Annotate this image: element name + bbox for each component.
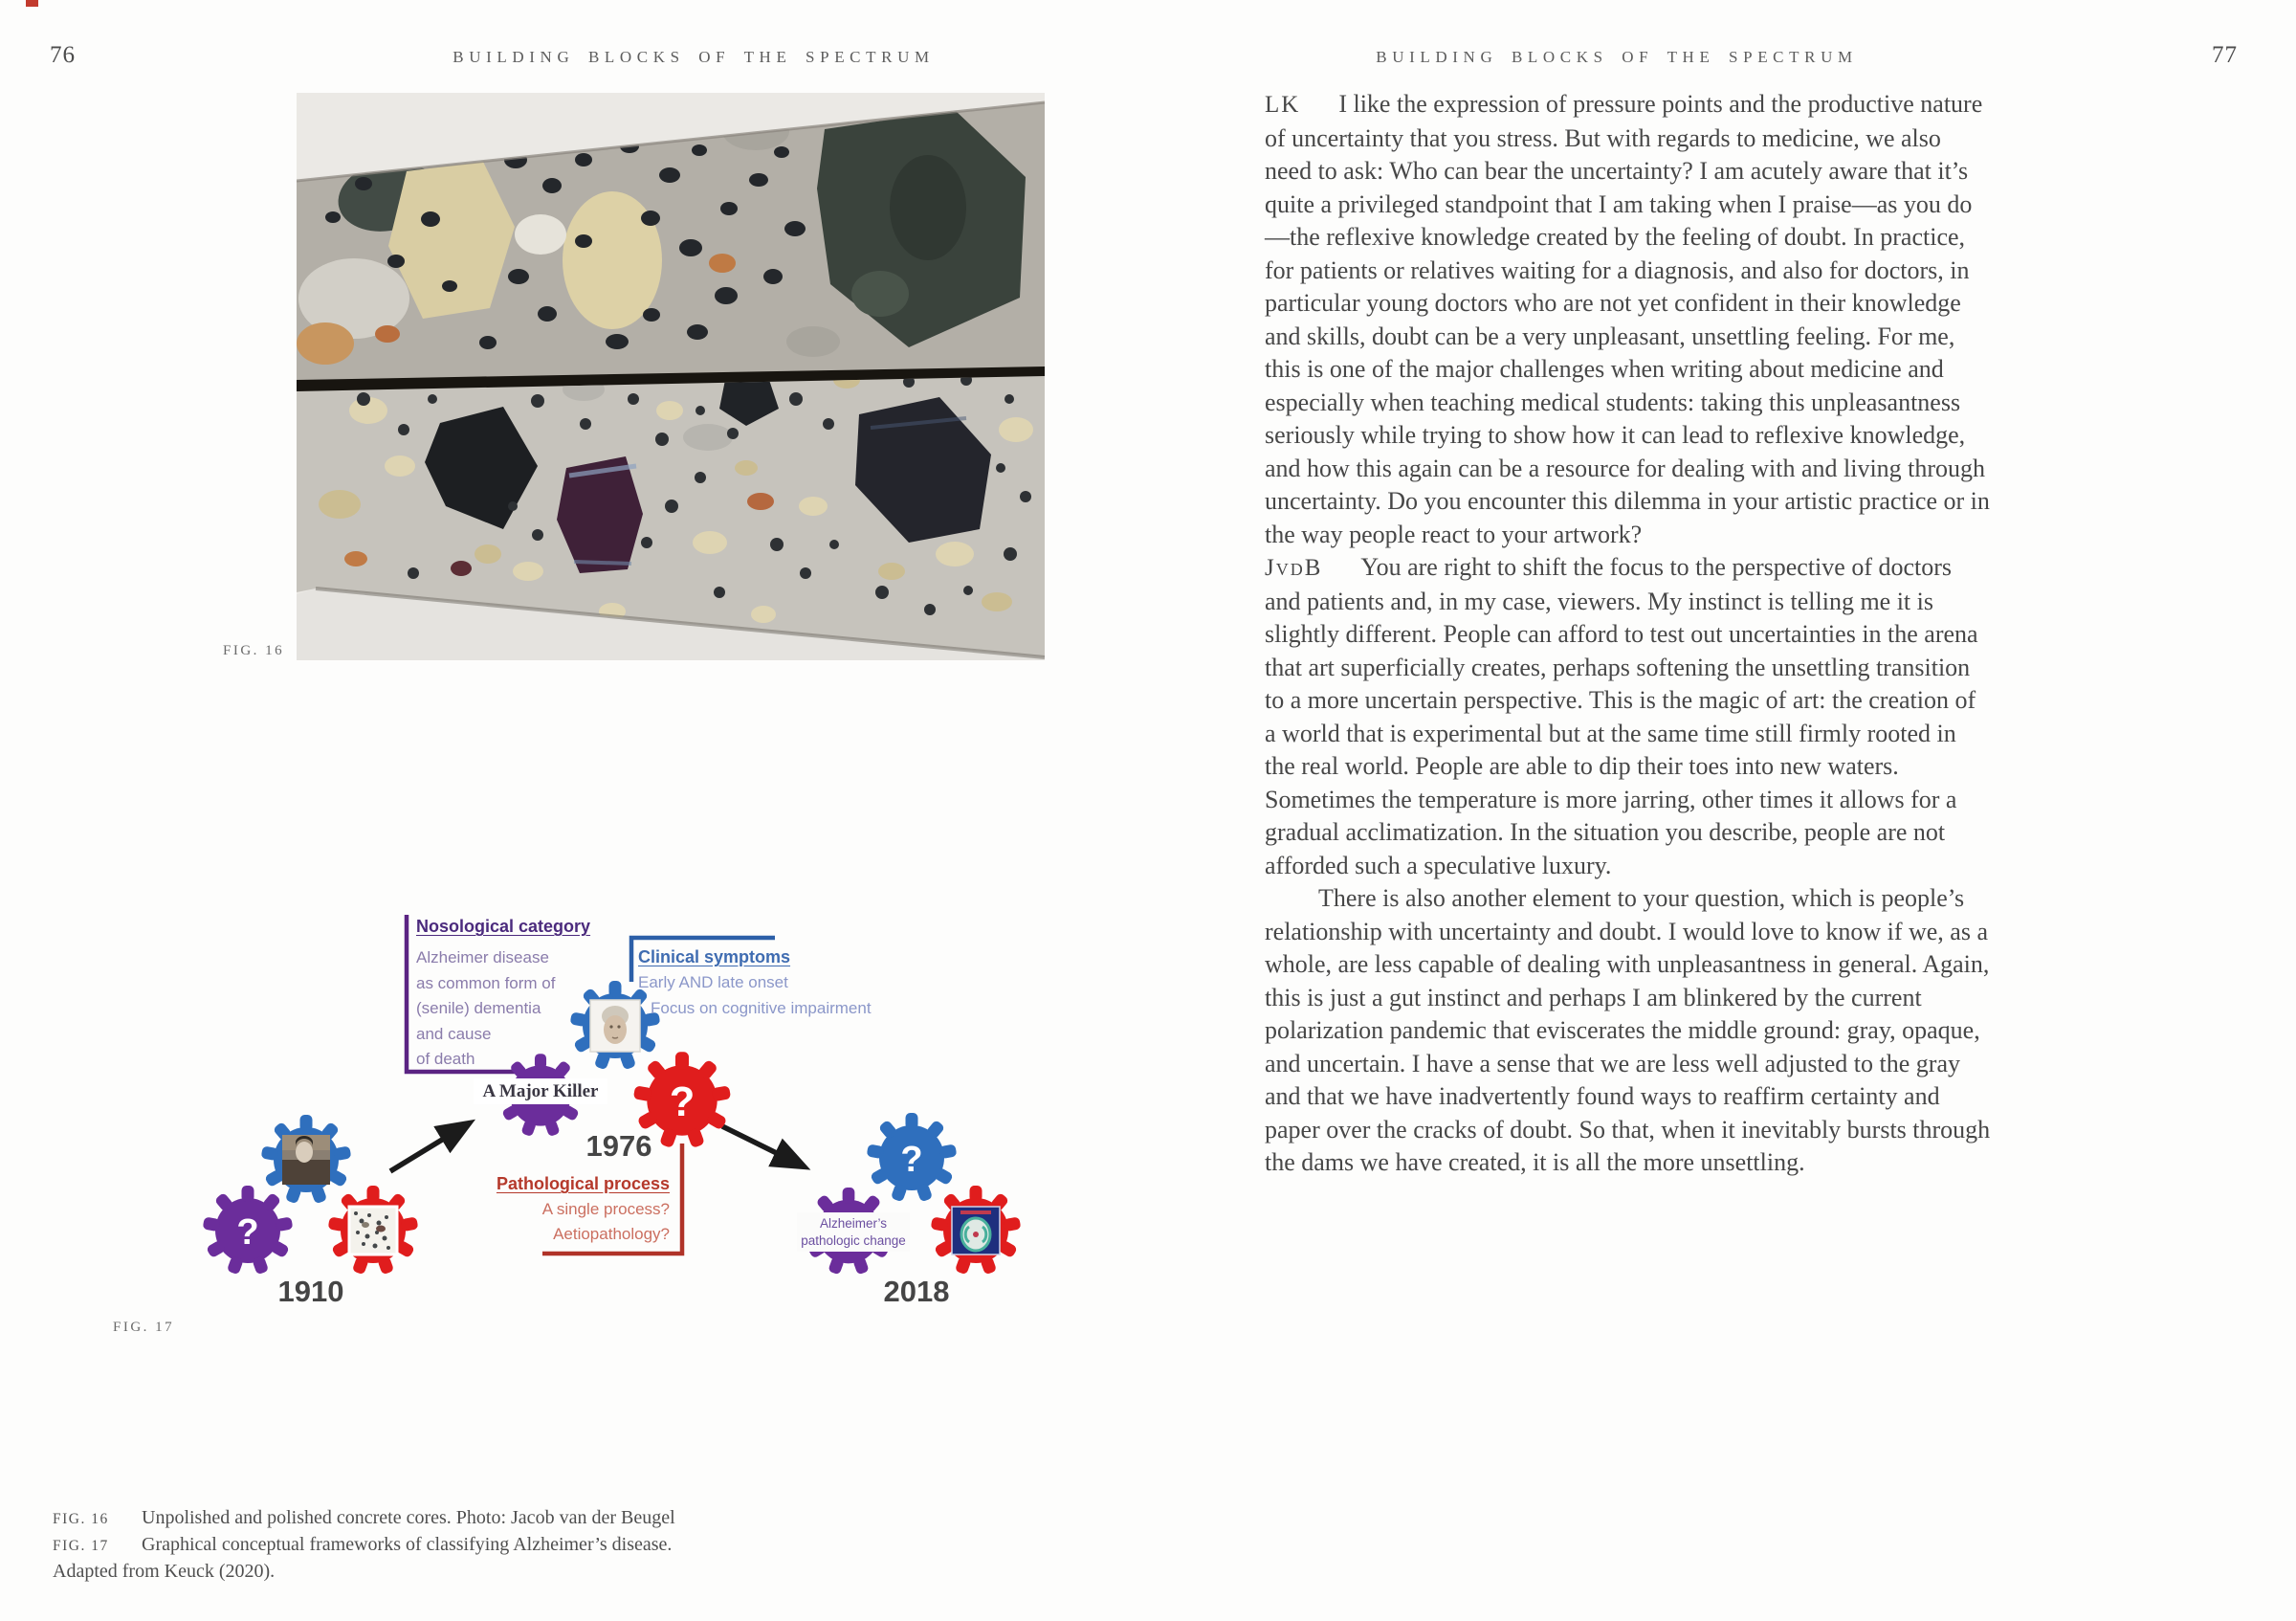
clinical-line: Early AND late onset: [638, 973, 788, 991]
caption-tag: FIG. 16: [53, 1511, 109, 1527]
alz-change-line: Alzheimer’s: [819, 1216, 888, 1231]
speaker-label-lk: LK: [1265, 92, 1301, 118]
pathological-line: Aetiopathology?: [553, 1224, 670, 1243]
printers-corner-mark: [26, 0, 38, 7]
page-number-left: 76: [50, 42, 76, 68]
gear-2018-brain-scan: [931, 1186, 1022, 1275]
nosological-line: (senile) dementia: [416, 999, 541, 1017]
clinical-symptoms-text: [638, 970, 872, 1021]
alzheimers-pathologic-change-label: [797, 1212, 910, 1252]
caption-text: Graphical conceptual frameworks of classifying Alzheimer’s disease.: [142, 1534, 673, 1555]
year-label-1976: 1976: [585, 1129, 652, 1163]
year-label-2018: 2018: [883, 1275, 950, 1308]
caption-text: Unpolished and polished concrete cores. Photo: Jacob van der Beugel: [142, 1507, 675, 1528]
caption-continuation: [53, 1559, 914, 1585]
clinical-line: Focus on cognitive impairment: [651, 998, 872, 1017]
pathological-process-title: Pathological process: [496, 1174, 670, 1193]
running-header-left: BUILDING BLOCKS OF THE SPECTRUM: [453, 48, 935, 66]
nosological-line: Alzheimer disease: [416, 948, 549, 966]
pathological-line: A single process?: [541, 1200, 670, 1218]
dialogue-paragraph-jvdb: [1265, 551, 1992, 882]
arrow-1910-to-1976: [390, 1123, 469, 1171]
nosological-line: of death: [416, 1050, 475, 1068]
pathological-process-block: [497, 1170, 670, 1246]
caption-fig16: [53, 1505, 914, 1532]
question-mark-2018: ?: [900, 1140, 923, 1180]
year-label-1910: 1910: [277, 1275, 344, 1308]
alz-change-line: pathologic change: [801, 1232, 906, 1248]
dialogue-text: I like the expression of pressure points and the productive nature of uncertainty that you stress. But with regards to medicine, we also need to ask: Who can bear the uncertainty? I am acutely aware that it’s quite a privileged standpoint that I am taking when I praise—as you do—the reflexive knowledge created by the feeling of doubt. In practice, for patients or relatives waiting for a diagnosis, and also for doctors, in particular young doctors who are not yet confident in their knowledge and skills, doubt can be a very unpleasant, unsettling feeling. For me, this is one of the major challenges when writing about medicine and especially when teaching medical students: taking this unpleasantness seriously while trying to show how it can lead to reflexive knowledge, and how this again can be a resource for dealing with and living through uncertainty. Do you encounter this dilemma in your artistic practice or in the way people react to your artwork?: [1265, 90, 1990, 548]
speaker-label-jvdb: JvdB: [1265, 555, 1323, 581]
nosological-category-title: Nosological category: [416, 917, 591, 936]
gear-1910-question: [203, 1186, 294, 1275]
clinical-symptoms-title: Clinical symptoms: [638, 947, 791, 966]
dialogue-text: You are right to shift the focus to the perspective of doctors and patients and, in my case, viewers. My instinct is telling me it is slightly different. People can afford to test out uncertainties in the arena that art superficially creates, perhaps softening the unsettling transition to a more uncertain perspective. This is the magic of art: the creation of a world that is experimental but at the same time still firmly rooted in the real world. People are able to dip their toes into new waters. Sometimes the temperature is more jarring, other times it allows for a gradual acclimatization. In the situation you describe, people are not afforded such a speculative luxury.: [1265, 553, 1978, 879]
gear-1910-patient-photo: [261, 1115, 352, 1204]
fig16-label: FIG. 16: [223, 643, 285, 658]
gear-1910-pathology-slide: [328, 1186, 419, 1275]
fig16-photo-illustration: [297, 93, 1045, 660]
major-killer-label: A Major Killer: [474, 1078, 607, 1104]
nosological-category-text: [416, 945, 556, 1073]
fig17-label: FIG. 17: [113, 1320, 175, 1335]
dialogue-paragraph-continuation: [1265, 882, 1992, 1180]
dialogue-text: There is also another element to your question, which is people’s relationship with uncertainty and doubt. I would love to know if we, as a whole, are less capable of dealing with unpleasantness in general. Again, this is just a gut instinct and perhaps I am blinkered by the current polarization pandemic that eviscerates the middle ground: gray, opaque, and uncertain. I have a sense that we are less well adjusted to the gray and that we have inadvertently found ways to reaffirm certainty and paper over the cracks of doubt. So that, when it inevitably bursts through the dams we have created, it is all the more unsettling.: [1265, 884, 1991, 1176]
dialogue-text-column: [1265, 88, 1992, 1180]
running-header-right: BUILDING BLOCKS OF THE SPECTRUM: [1376, 48, 1858, 66]
fig17-diagram: [96, 899, 1062, 1359]
nosological-line: and cause: [416, 1024, 492, 1043]
gear-2018-question: [867, 1113, 958, 1202]
caption-text: Adapted from Keuck (2020).: [53, 1561, 276, 1582]
nosological-line: as common form of: [416, 973, 556, 992]
question-mark-1976: ?: [669, 1079, 695, 1126]
question-mark-1910: ?: [236, 1212, 259, 1253]
arrow-1976-to-2018: [722, 1126, 804, 1166]
page-number-right: 77: [2212, 42, 2238, 68]
dialogue-paragraph-lk: [1265, 88, 1992, 551]
caption-tag: FIG. 17: [53, 1538, 109, 1554]
caption-fig17: [53, 1532, 914, 1559]
figure-captions: [53, 1505, 914, 1585]
fig16-photo-concrete-cores: [297, 93, 1045, 660]
